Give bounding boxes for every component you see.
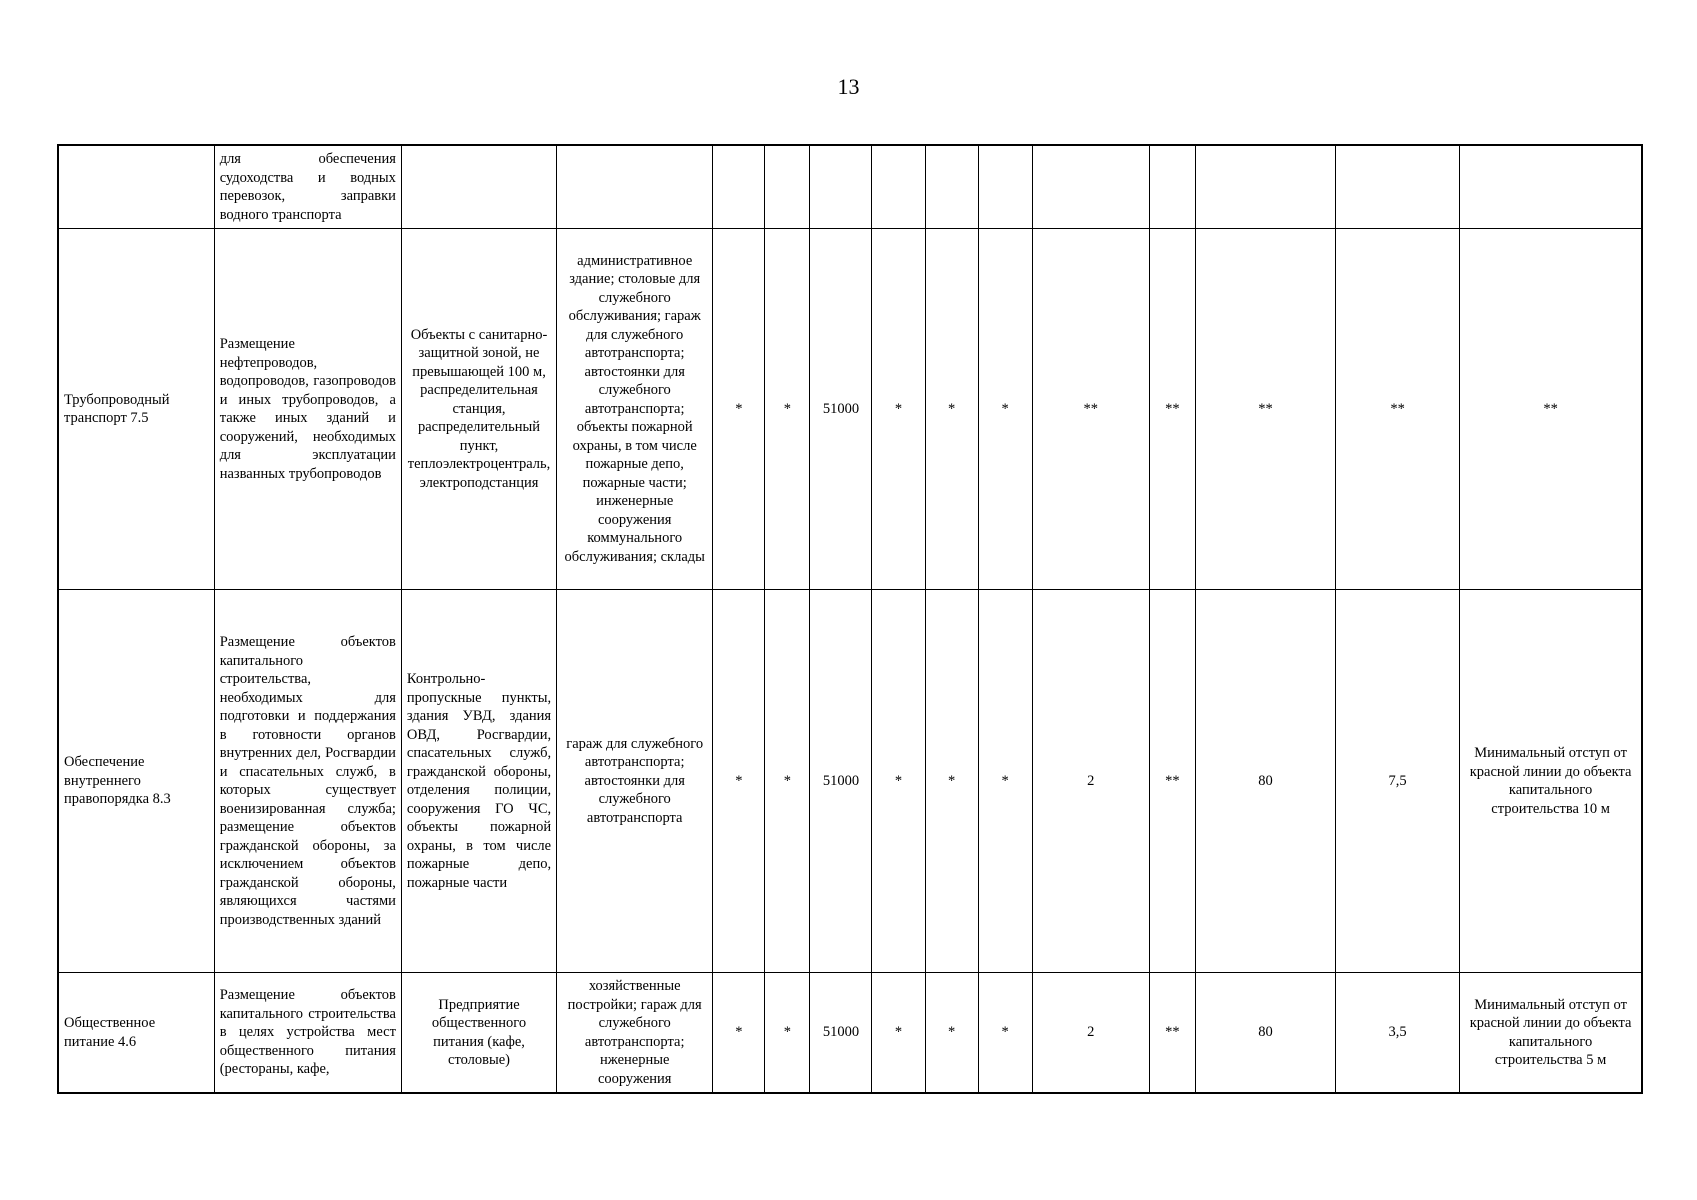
auxiliary-uses: административное здание; столовые для служебного обслуживания; гараж для служебного автотранспорта; автостоянки для служебного автотранспорта; объекты пожарной охраны, в том числе пожарные депо, пожарные части; инженерные сооружения коммунального обслуживания; склады [557,229,713,590]
restrictions-cell: Минимальный отступ от красной линии до объекта капитального строительства 5 м [1460,973,1642,1094]
param-cell: * [978,229,1032,590]
table-row [58,973,1642,1094]
param-cell [1336,145,1460,229]
param-cell [1149,145,1195,229]
param-cell: 80 [1195,973,1335,1094]
land-use-name: Трубопроводный транспорт 7.5 [58,229,214,590]
land-use-description: для обеспечения судоходства и водных перевозок, заправки водного транспорта [214,145,401,229]
param-cell: * [925,973,978,1094]
land-use-name: Общественное питание 4.6 [58,973,214,1094]
param-cell: ** [1336,229,1460,590]
param-cell: * [925,590,978,973]
param-cell: * [765,973,810,1094]
table-row [58,229,1642,590]
land-use-description: Размещение объектов капитального строительства в целях устройства мест общественного питания (рестораны, кафе, [214,973,401,1094]
param-cell: ** [1149,590,1195,973]
param-cell [872,145,925,229]
param-cell: 80 [1195,590,1335,973]
table-row [58,145,1642,229]
param-cell: 51000 [810,229,872,590]
auxiliary-uses: хозяйственные постройки; гараж для служебного автотранспорта; нженерные сооружения [557,973,713,1094]
land-use-name [58,145,214,229]
param-cell: * [713,590,765,973]
param-cell: * [713,973,765,1094]
param-cell: ** [1032,229,1149,590]
param-cell: ** [1149,973,1195,1094]
param-cell: 3,5 [1336,973,1460,1094]
param-cell [713,145,765,229]
table-row [58,590,1642,973]
param-cell: 7,5 [1336,590,1460,973]
land-use-name: Обеспечение внутреннего правопорядка 8.3 [58,590,214,973]
param-cell [1195,145,1335,229]
param-cell: 51000 [810,973,872,1094]
param-cell: ** [1195,229,1335,590]
land-use-description: Размещение нефтепроводов, водопроводов, газопроводов и иных трубопроводов, а также иных зданий и сооружений, необходимых для эксплуатации названных трубопроводов [214,229,401,590]
main-objects: Предприятие общественного питания (кафе, столовые) [401,973,556,1094]
page-number: 13 [837,74,860,99]
param-cell: * [872,229,925,590]
param-cell [810,145,872,229]
main-objects [401,145,556,229]
param-cell: * [872,590,925,973]
param-cell: * [765,590,810,973]
auxiliary-uses: гараж для служебного автотранспорта; автостоянки для служебного автотранспорта [557,590,713,973]
param-cell: * [978,590,1032,973]
restrictions-cell [1460,145,1642,229]
param-cell: * [713,229,765,590]
restrictions-cell: ** [1460,229,1642,590]
param-cell [925,145,978,229]
regulations-table [57,144,1643,1094]
param-cell [765,145,810,229]
param-cell: * [978,973,1032,1094]
param-cell: 51000 [810,590,872,973]
restrictions-cell: Минимальный отступ от красной линии до объекта капитального строительства 10 м [1460,590,1642,973]
land-use-description: Размещение объектов капитального строительства, необходимых для подготовки и поддержания в готовности органов внутренних дел, Росгвардии и спасательных служб, в которых существует военизированная служба; размещение объектов гражданской обороны, за исключением объектов гражданской обороны, являющихся частями производственных зданий [214,590,401,973]
param-cell: 2 [1032,973,1149,1094]
param-cell [1032,145,1149,229]
main-objects: Объекты с санитарно-защитной зоной, не превышающей 100 м, распределительная станция, распределительный пункт, теплоэлектроцентраль, электроподстанция [401,229,556,590]
param-cell: ** [1149,229,1195,590]
main-objects: Контрольно-пропускные пункты, здания УВД, здания ОВД, Росгвардии, спасательных служб, гражданской обороны, отделения полиции, сооружения ГО ЧС, объекты пожарной охраны, в том числе пожарные депо, пожарные части [401,590,556,973]
param-cell [978,145,1032,229]
auxiliary-uses [557,145,713,229]
param-cell: 2 [1032,590,1149,973]
param-cell: * [872,973,925,1094]
param-cell: * [925,229,978,590]
param-cell: * [765,229,810,590]
